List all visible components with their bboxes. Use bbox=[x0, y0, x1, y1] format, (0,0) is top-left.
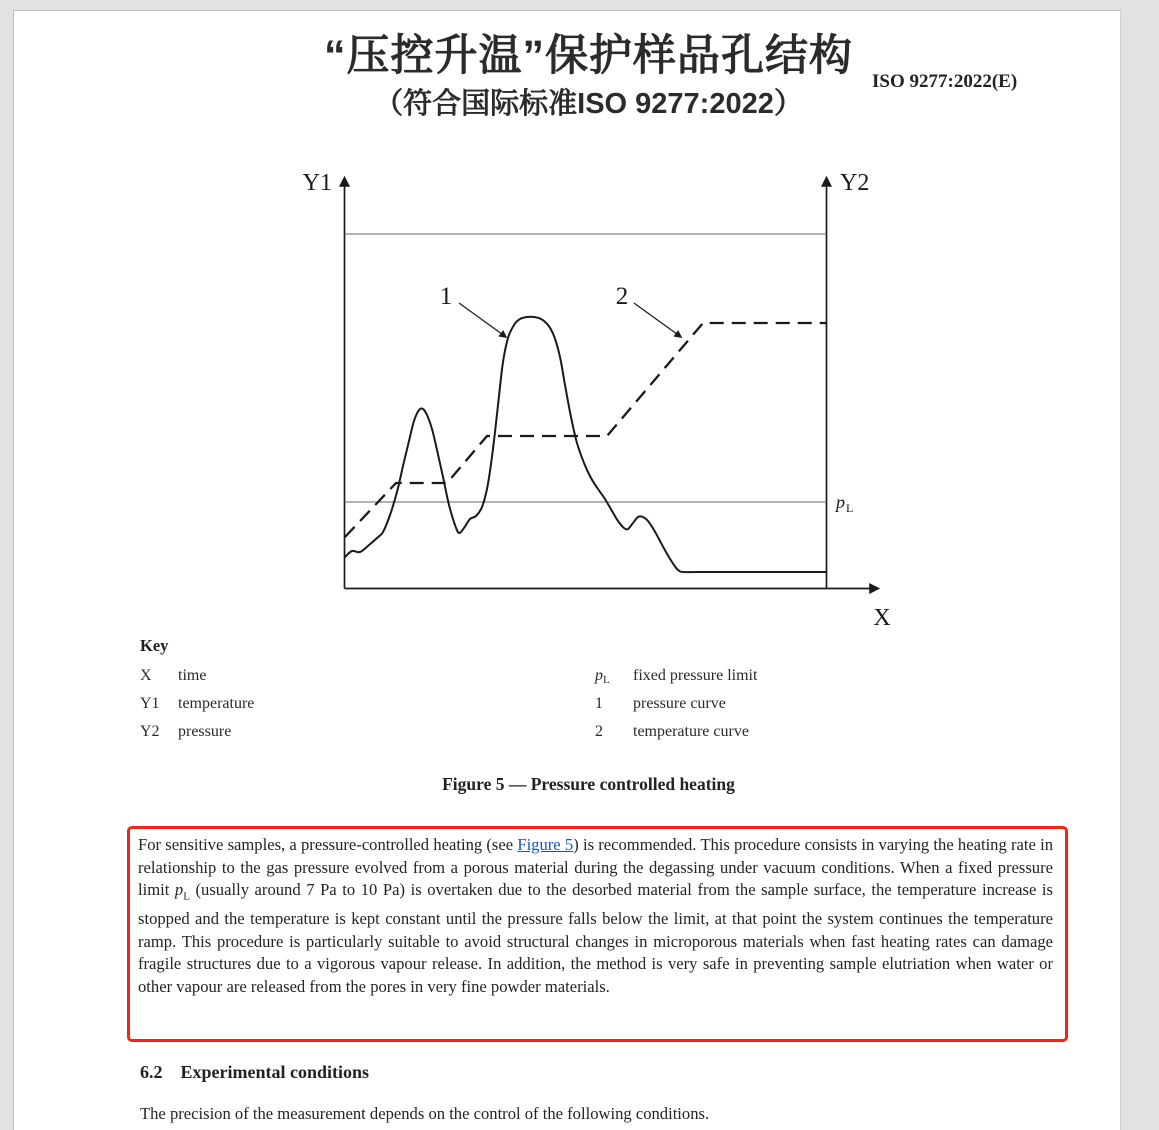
paragraph-text-segment: p bbox=[174, 880, 184, 900]
figure-caption: Figure 5 — Pressure controlled heating bbox=[442, 774, 735, 794]
curve1-label: 1 bbox=[439, 283, 453, 310]
key-symbol-2: 2 bbox=[595, 723, 603, 740]
key-row-y1 bbox=[140, 690, 254, 718]
curve2-pointer-arrow bbox=[634, 303, 681, 337]
pressure-curve bbox=[345, 317, 826, 572]
key-symbol-y1: Y1 bbox=[140, 695, 160, 712]
pressure-limit-label-sub: L bbox=[846, 501, 854, 515]
key-desc-2: temperature curve bbox=[633, 723, 749, 740]
pressure-limit-label-p: p bbox=[836, 492, 845, 512]
section-number: 6.2 bbox=[140, 1062, 163, 1082]
document-title-cn: “压控升温”保护样品孔结构 bbox=[324, 32, 853, 80]
paragraph-text-segment: ) is recommended. This procedure consists in varying the heating rate in relationship to the gas pressure evolved from a porous material during the degassing under vacuum conditions. When a fixed pressure limit bbox=[138, 835, 1054, 900]
section-heading bbox=[140, 1062, 369, 1083]
key-desc-y2: pressure bbox=[178, 723, 232, 740]
highlighted-paragraph bbox=[138, 834, 1053, 998]
key-symbol-y2: Y2 bbox=[140, 723, 160, 740]
key-desc-pl: fixed pressure limit bbox=[633, 667, 758, 684]
key-right-column bbox=[595, 662, 757, 746]
key-desc-1: pressure curve bbox=[633, 695, 726, 712]
key-row-2 bbox=[595, 718, 757, 746]
paragraph-text-segment: (usually around 7 Pa to 10 Pa) is overtaken due to the desorbed material from the sample surface, the temperature increase is stopped and the temperature is kept constant until the pressure falls below the limit, at that point the system continues the temperature ramp. This procedure is particularly suitable to avoid structural changes in microporous materials when fast heating rates can damage fragile structures due to a vigorous vapour release. In addition, the method is very safe in preventing sample elutriation when water or other vapour are released from the pores in very fine powder materials. bbox=[138, 880, 1053, 996]
key-symbol-pl: $p_L$ bbox=[595, 667, 610, 686]
temperature-curve bbox=[345, 323, 826, 537]
document-subtitle-cn: （符合国际标准ISO 9277:2022） bbox=[374, 88, 803, 120]
x-axis-label: X bbox=[873, 605, 891, 631]
key-left-column bbox=[140, 662, 254, 746]
highlighted-paragraph-box bbox=[127, 826, 1068, 1042]
paragraph-text-segment: For sensitive samples, a pressure-controlled heating (see bbox=[138, 835, 518, 854]
key-symbol-x: X bbox=[140, 667, 152, 684]
y2-axis-label: Y2 bbox=[840, 170, 870, 196]
key-symbol-1: 1 bbox=[595, 695, 603, 712]
curve2-label: 2 bbox=[615, 283, 629, 310]
closing-paragraph: The precision of the measurement depends on the control of the following conditions. bbox=[140, 1104, 710, 1123]
paragraph-text-segment: L bbox=[183, 890, 190, 903]
y1-axis-label: Y1 bbox=[302, 170, 332, 196]
figure-5-link[interactable]: Figure 5 bbox=[517, 835, 574, 854]
key-row-y2 bbox=[140, 718, 254, 746]
key-desc-x: time bbox=[178, 667, 207, 684]
key-row-1 bbox=[595, 690, 757, 718]
key-desc-y1: temperature bbox=[178, 695, 255, 712]
iso-reference-label: ISO 9277:2022(E) bbox=[872, 71, 1018, 92]
key-row-x bbox=[140, 662, 254, 690]
key-heading: Key bbox=[140, 636, 169, 655]
curve1-pointer-arrow bbox=[459, 303, 506, 337]
key-row-pl bbox=[595, 662, 757, 690]
section-title: Experimental conditions bbox=[180, 1062, 370, 1082]
